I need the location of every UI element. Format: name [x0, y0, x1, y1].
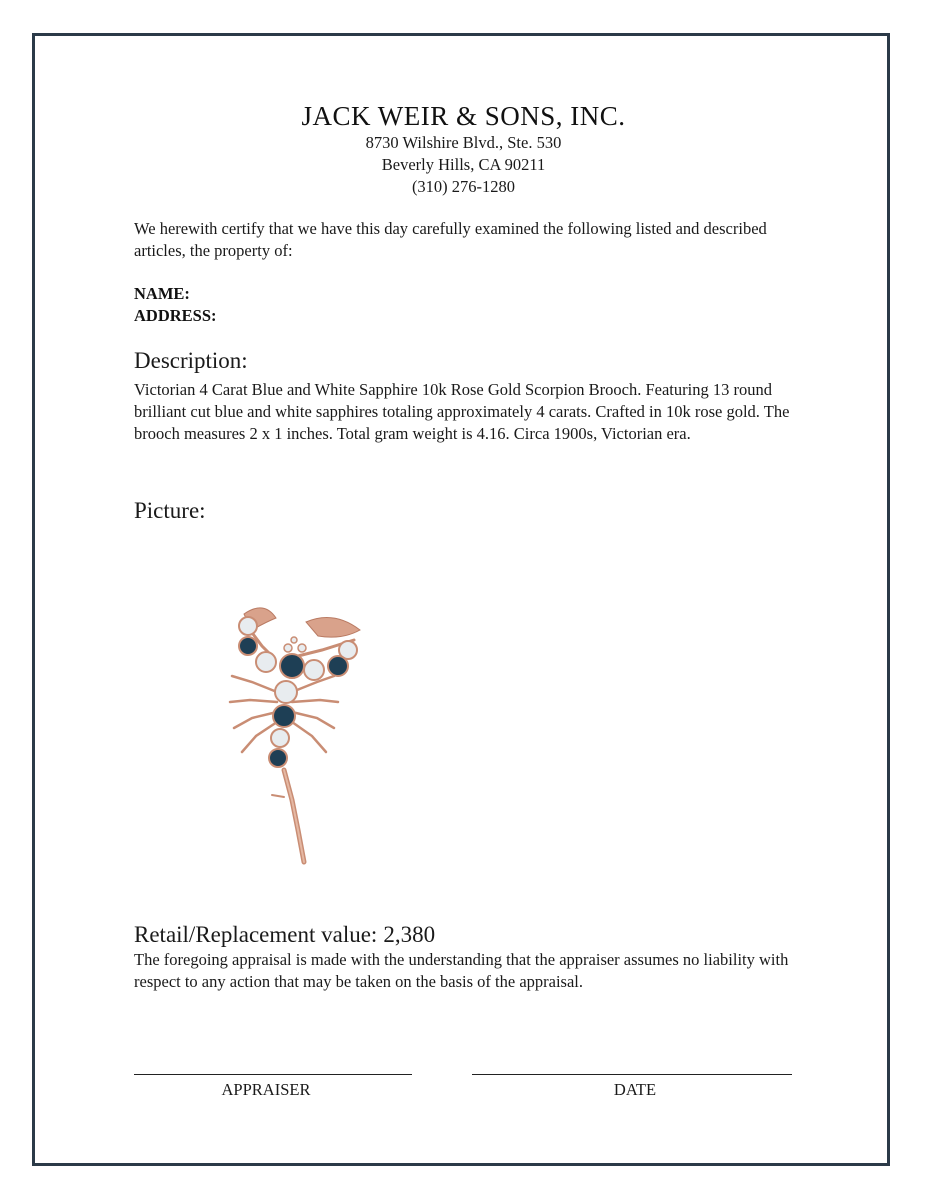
name-label: NAME:: [134, 284, 190, 303]
disclaimer-text: The foregoing appraisal is made with the understanding that the appraiser assumes no liability with respect to any action that may be taken on the basis of the appraisal.: [134, 950, 789, 991]
appraiser-label: APPRAISER: [221, 1080, 311, 1099]
date-label: DATE: [613, 1080, 657, 1099]
retail-value-label: Retail/Replacement value:: [134, 922, 378, 947]
appraiser-signature-line: [134, 1074, 412, 1075]
description-heading: Description:: [134, 348, 248, 373]
certification-text: We herewith certify that we have this day carefully examined the following listed and described articles, the property of:: [134, 219, 767, 260]
address-city: Beverly Hills, CA 90211: [381, 155, 546, 174]
retail-value-amount: 2,380: [383, 922, 436, 947]
address-street: 8730 Wilshire Blvd., Ste. 530: [365, 133, 562, 152]
address-label: ADDRESS:: [134, 306, 217, 325]
phone-number: (310) 276-1280: [411, 177, 516, 196]
scorpion-brooch-image: [222, 600, 372, 870]
company-name: JACK WEIR & SONS, INC.: [301, 101, 626, 131]
date-signature-line: [472, 1074, 792, 1075]
picture-heading: Picture:: [134, 498, 206, 523]
description-text: Victorian 4 Carat Blue and White Sapphire 10k Rose Gold Scorpion Brooch. Featuring 13 round brilliant cut blue and white sapphires totaling approximately 4 carats. Crafted in 10k rose gold. The brooch measures 2 x 1 inches. Total gram weight is 4.16. Circa 1900s, Victorian era.: [134, 380, 790, 443]
retail-value: [134, 922, 435, 948]
document-border: [32, 33, 890, 1166]
